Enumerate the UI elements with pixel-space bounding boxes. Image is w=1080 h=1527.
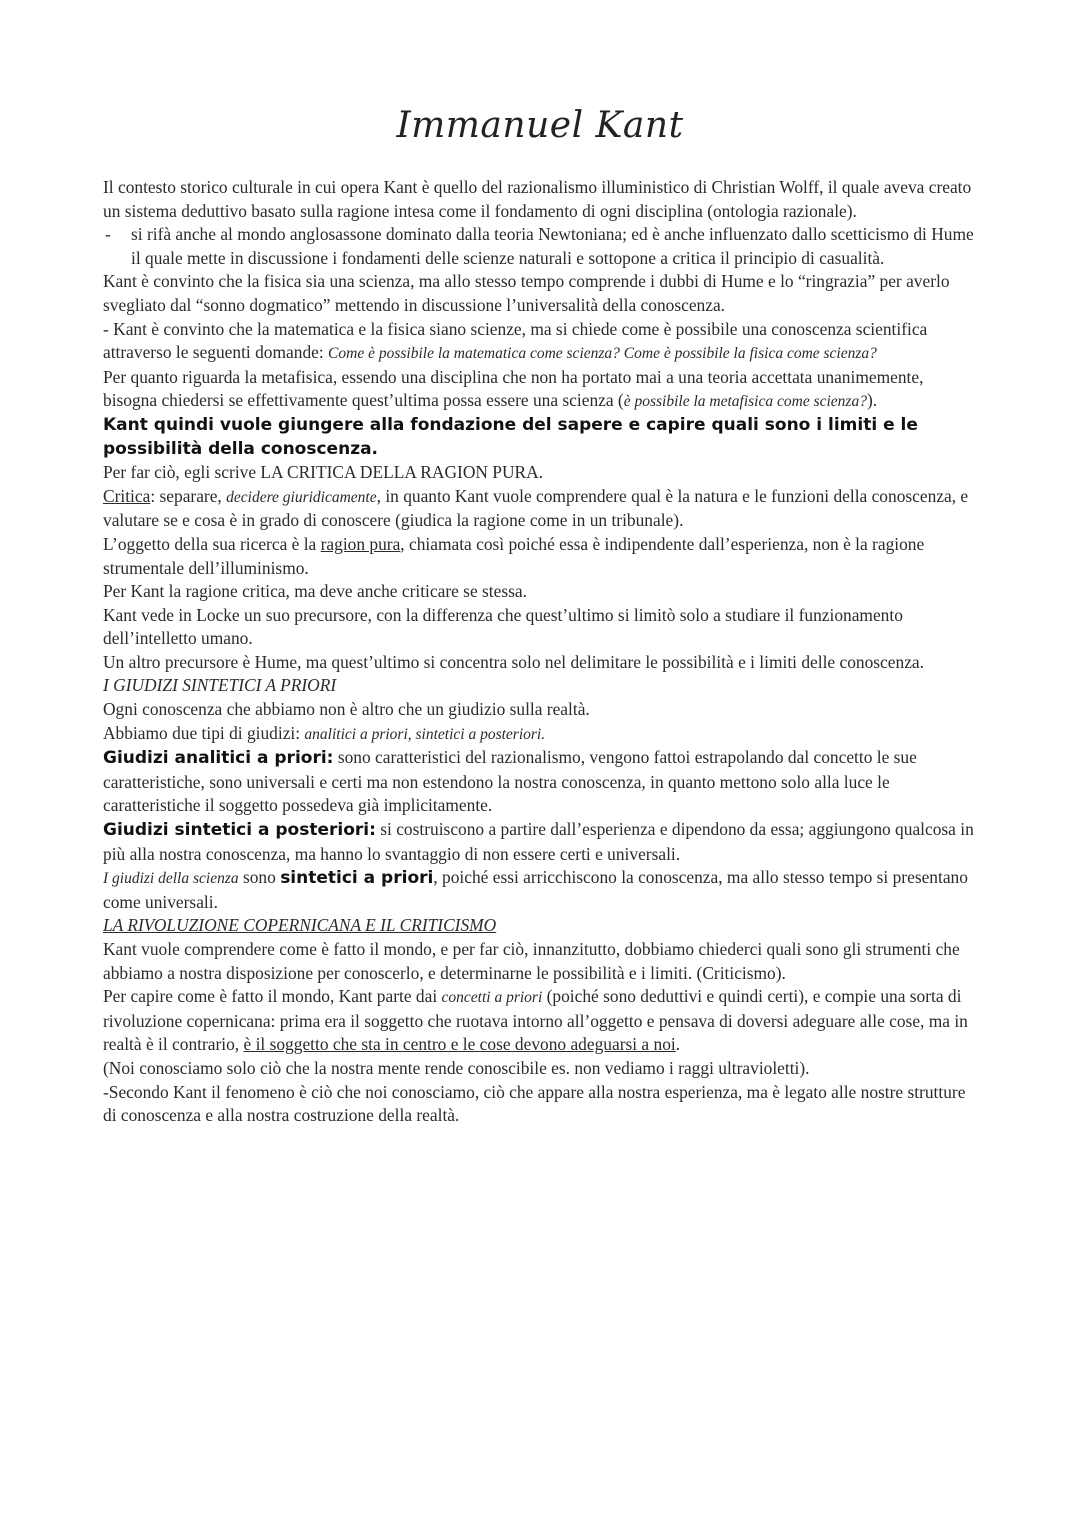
italic-text: decidere giuridicamente — [226, 488, 377, 506]
bold-statement: Kant quindi vuole giungere alla fondazione del sapere e capire quali sono i limiti e le possibilità della conoscenza. — [103, 414, 918, 459]
paragraph: Il contesto storico culturale in cui opera Kant è quello del razionalismo illuministico di Christian Wolff, il quale aveva creato un sistema deduttivo basato sulla ragione intesa come il fondamento di ogni disciplina (ontologia razionale). — [103, 177, 972, 221]
text: sono caratteristici del razionalismo, vengono fattoi estrapolando dal concetto le sue caratteristiche, sono universali e certi ma non estendono la nostra conoscenza, in quanto mettono solo alla luce le caratteristiche il soggetto possedeva già implicitamente. — [103, 747, 917, 816]
text: Per capire come è fatto il mondo, Kant parte dai — [103, 986, 442, 1007]
text: - Kant è convinto che la matematica e la fisica siano scienze, ma si chiede come è possibile una conoscenza scientifica attraverso le seguenti domande: — [103, 318, 928, 363]
italic-text: I giudizi della scienza — [103, 870, 239, 888]
paragraph: -Secondo Kant il fenomeno è ciò che noi conosciamo, ciò che appare alla nostra esperienza, ma è legato alle nostre strutture di conoscenza e alla nostra costruzione della realtà. — [103, 1081, 966, 1126]
underlined-term: ragion pura — [320, 533, 401, 554]
paragraph — [103, 866, 978, 914]
text: : separare, — [150, 485, 227, 506]
section-heading: I GIUDIZI SINTETICI A PRIORI — [103, 675, 337, 696]
paragraph: Kant vuole comprendere come è fatto il mondo, e per far ciò, innanzitutto, dobbiamo chiederci quali sono gli strumenti che abbiamo a nostra disposizione per conoscerlo, e determinarne le possibilità e i limiti. (Criticismo). — [103, 939, 960, 983]
paragraph: Per Kant la ragione critica, ma deve anche criticare se stessa. — [103, 581, 527, 602]
bullet-item — [103, 223, 978, 270]
text: L’oggetto della sua ricerca è la — [103, 533, 321, 554]
paragraph: (Noi conosciamo solo ciò che la nostra mente rende conoscibile es. non vediamo i raggi ultravioletti). — [103, 1057, 810, 1078]
bold-term: Giudizi sintetici a posteriori: — [103, 820, 376, 841]
paragraph — [103, 366, 978, 414]
text: Per quanto riguarda la metafisica, essendo una disciplina che non ha portato mai a una teoria accettata unanimemente, bisogna chiedersi se effettivamente quest’ultima possa essere una scienza ( — [103, 366, 924, 411]
text: , chiamata così poiché essa è indipendente dall’esperienza, non è la ragione strumentale dell’illuminismo. — [103, 533, 925, 578]
italic-text: concetti a priori — [441, 989, 543, 1007]
paragraph: Un altro precursore è Hume, ma quest’ultimo si concentra solo nel delimitare le possibilità e i limiti delle conoscenza. — [103, 651, 924, 672]
italic-question: è possibile la metafisica come scienza? — [623, 393, 867, 411]
bold-term: Giudizi analitici a priori: — [103, 748, 334, 769]
paragraph — [103, 722, 978, 747]
paragraph — [103, 818, 978, 866]
text: ). — [866, 390, 878, 411]
paragraph — [103, 985, 978, 1057]
paragraph: Per far ciò, egli scrive LA CRITICA DELLA RAGION PURA. — [103, 462, 544, 483]
paragraph: Kant vede in Locke un suo precursore, con la differenza che quest’ultimo si limitò solo a studiare il funzionamento dell’intelletto umano. — [103, 604, 903, 649]
paragraph — [103, 746, 978, 818]
text: sono — [238, 867, 281, 888]
underlined-text: è il soggetto che sta in centro e le cose devono adeguarsi a noi — [243, 1034, 676, 1055]
bold-term: sintetici a priori — [280, 868, 434, 889]
paragraph: Ogni conoscenza che abbiamo non è altro che un giudizio sulla realtà. — [103, 699, 590, 720]
text: si costruiscono a partire dall’esperienza e dipendono da essa; aggiungono qualcosa in più alla nostra conoscenza, ma hanno lo svantaggio di non essere certi e universali. — [103, 819, 974, 864]
text: , in quanto Kant vuole comprendere qual è la natura e le funzioni della conoscenza, e valutare se e cosa è in grado di conoscere (giudica la ragione come in un tribunale). — [103, 485, 969, 531]
section-heading: LA RIVOLUZIONE COPERNICANA E IL CRITICISMO — [103, 915, 497, 936]
bullet-dash: - — [105, 224, 111, 245]
paragraph — [103, 533, 978, 580]
paragraph: Kant è convinto che la fisica sia una scienza, ma allo stesso tempo comprende i dubbi di Hume e lo “ringrazia” per averlo svegliato dal “sonno dogmatico” mettendo in discussione l’universalità della conoscenza. — [103, 271, 950, 315]
text: (poiché sono deduttivi e quindi certi), e compie una sorta di rivoluzione copernicana: prima era il soggetto che ruotava intorno all’oggetto e pensava di doversi adeguare alle cose, ma in realtà è il contrario, — [103, 986, 968, 1055]
paragraph — [103, 485, 978, 533]
document-body — [103, 176, 978, 1128]
italic-text: analitici a priori, sintetici a posteriori. — [304, 725, 546, 743]
page-title: Immanuel Kant — [396, 105, 684, 146]
underlined-term: Critica — [103, 485, 151, 506]
text: Abbiamo due tipi di giudizi: — [103, 722, 305, 743]
text: , poiché essi arricchiscono la conoscenza, ma allo stesso tempo si presentano come universali. — [103, 867, 968, 912]
text: . — [675, 1034, 681, 1055]
bullet-text: si rifà anche al mondo anglosassone dominato dalla teoria Newtoniana; ed è anche influenzato dallo scetticismo di Hume il quale mette in discussione i fondamenti delle scienze naturali e sottopone a critica il principio di casualità. — [131, 224, 974, 268]
italic-questions: Come è possibile la matematica come scienza? Come è possibile la fisica come scienza? — [328, 345, 877, 363]
paragraph — [103, 318, 978, 366]
